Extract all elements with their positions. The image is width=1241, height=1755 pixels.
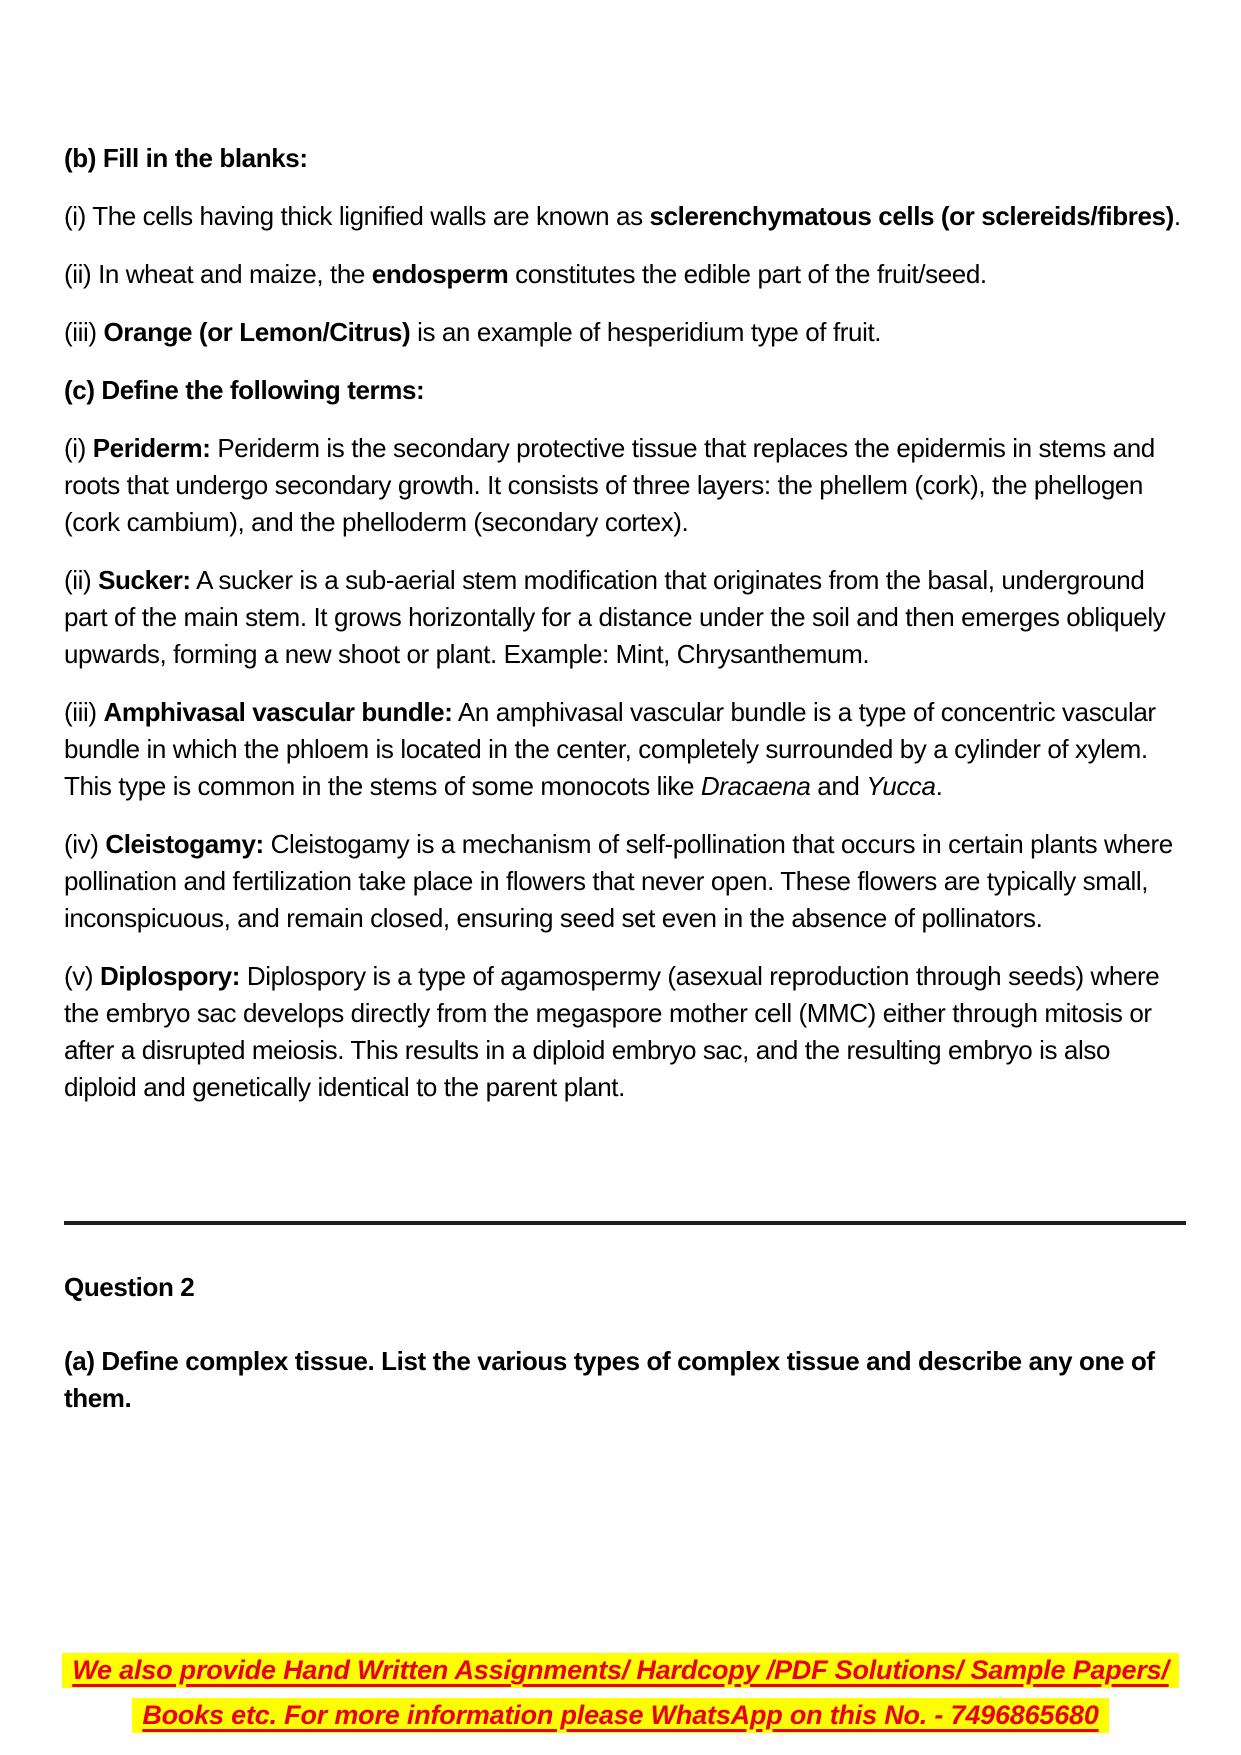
answer-content <box>64 140 1186 1438</box>
promo-banner-line-1-text: We also provide Hand Written Assignments/ Hardcopy /PDF Solutions/ Sample Papers/ <box>62 1653 1179 1688</box>
fill-blank-item-ii: (ii) In wheat and maize, the endosperm constitutes the edible part of the fruit/seed. <box>64 259 987 289</box>
question-2a-text: (a) Define complex tissue. List the various types of complex tissue and describe any one of them. <box>64 1346 1155 1413</box>
section-divider-line <box>64 1221 1186 1225</box>
definition-diplospory: (v) Diplospory: Diplospory is a type of agamospermy (asexual reproduction through seeds) where the embryo sac develops directly from the megaspore mother cell (MMC) either through mitosis or after a disrupted meiosis. This results in a diploid embryo sac, and the resulting embryo is also diploid and genetically identical to the parent plant. <box>64 961 1160 1102</box>
promo-banner-line-2 <box>0 1695 1241 1740</box>
question-2-heading: Question 2 <box>64 1272 195 1302</box>
fill-blank-item-iii: (iii) Orange (or Lemon/Citrus) is an example of hesperidium type of fruit. <box>64 317 882 347</box>
definition-sucker: (ii) Sucker: A sucker is a sub-aerial stem modification that originates from the basal, underground part of the main stem. It grows horizontally for a distance under the soil and then emerges obliquely upwards, forming a new shoot or plant. Example: Mint, Chrysanthemum. <box>64 565 1166 669</box>
section-b-heading: (b) Fill in the blanks: <box>64 143 308 173</box>
promo-banner <box>0 1650 1241 1740</box>
promo-banner-line-2-text: Books etc. For more information please WhatsApp on this No. - 7496865680 <box>132 1698 1108 1733</box>
definition-amphivasal-vascular-bundle: (iii) Amphivasal vascular bundle: An amphivasal vascular bundle is a type of concentric vascular bundle in which the phloem is located in the center, completely surrounded by a cylinder of xylem. This type is common in the stems of some monocots like Dracaena and Yucca. <box>64 697 1156 801</box>
definition-periderm: (i) Periderm: Periderm is the secondary protective tissue that replaces the epidermis in stems and roots that undergo secondary growth. It consists of three layers: the phellem (cork), the phellogen (cork cambium), and the phelloderm (secondary cortex). <box>64 433 1155 537</box>
section-gap <box>64 1127 1186 1221</box>
definition-cleistogamy: (iv) Cleistogamy: Cleistogamy is a mechanism of self-pollination that occurs in certain plants where pollination and fertilization take place in flowers that never open. These flowers are typically small, inconspicuous, and remain closed, ensuring seed set even in the absence of pollinators. <box>64 829 1173 933</box>
fill-blank-item-i: (i) The cells having thick lignified walls are known as sclerenchymatous cells (or sclereids/fibres). <box>64 201 1181 231</box>
section-c-heading: (c) Define the following terms: <box>64 375 425 405</box>
question-2-gap <box>64 1327 1186 1343</box>
promo-banner-line-1 <box>0 1650 1241 1695</box>
